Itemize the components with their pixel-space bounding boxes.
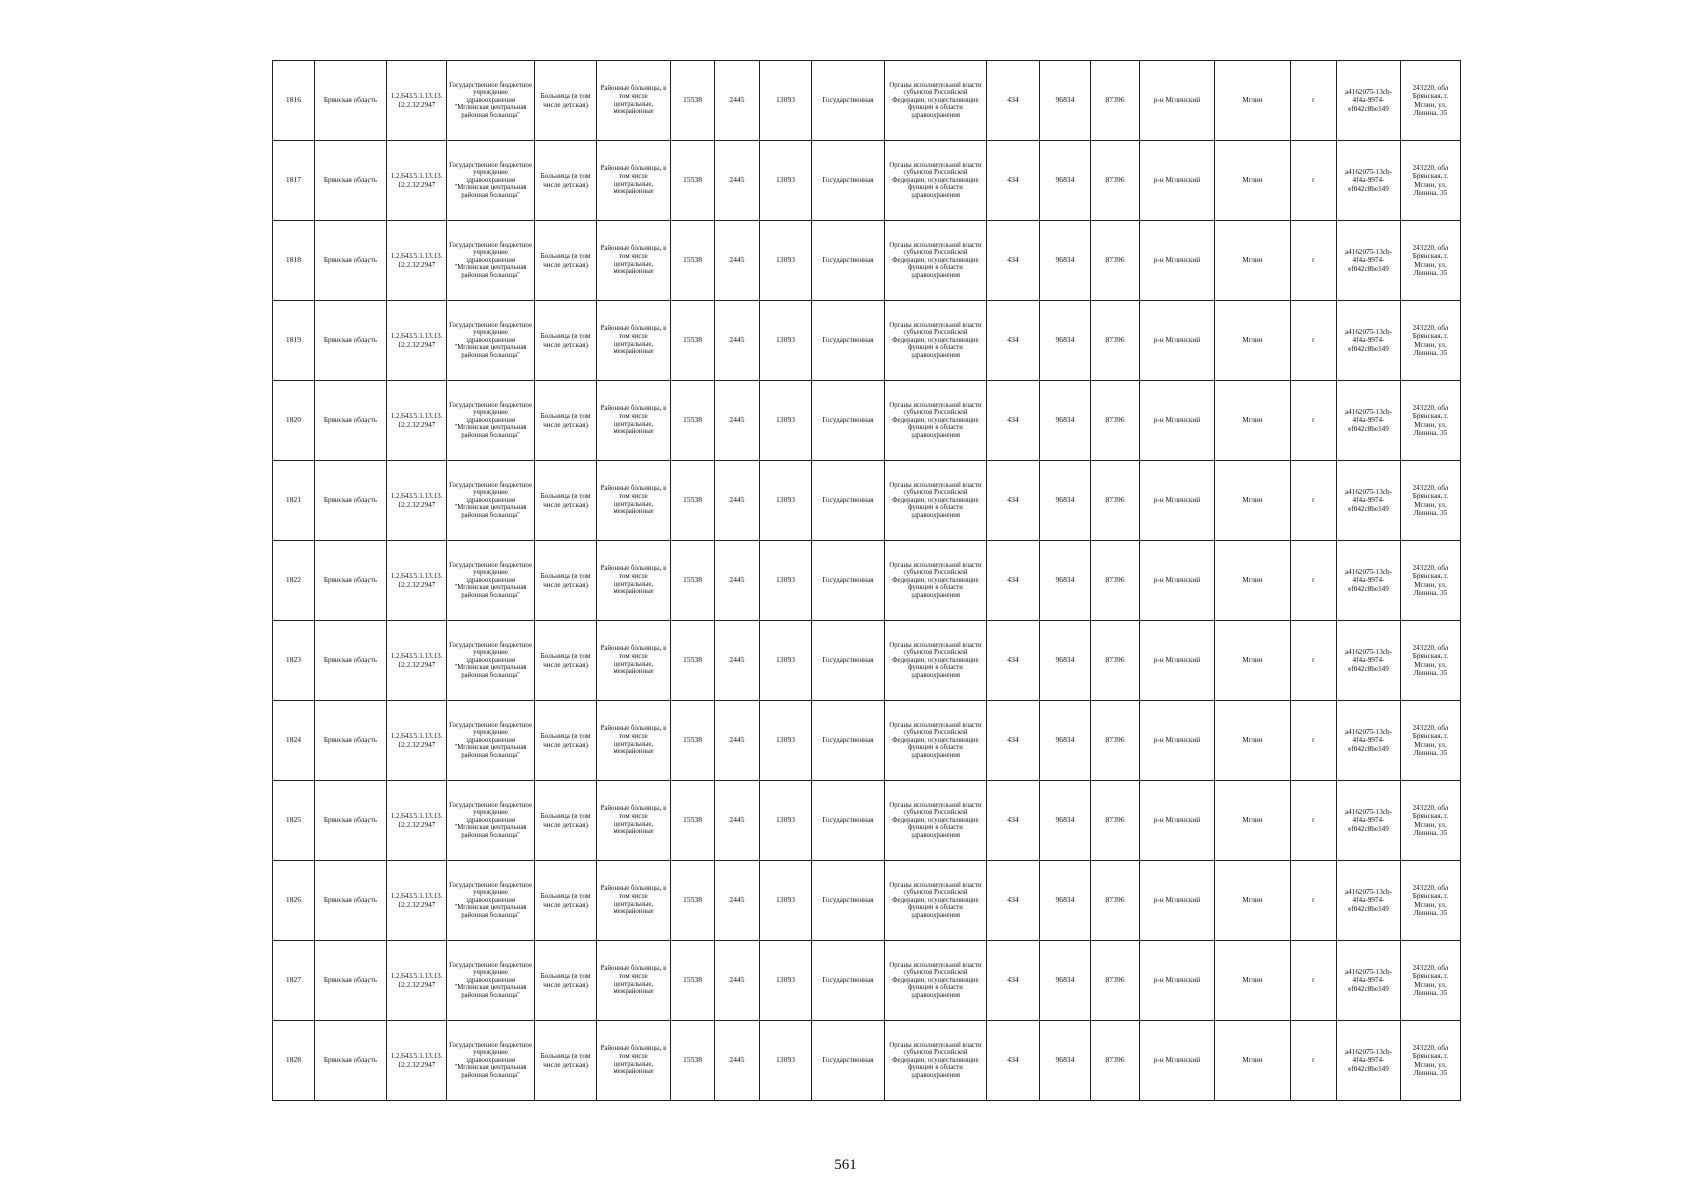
code-cell: 87396	[1091, 61, 1140, 141]
city-cell: Мглин	[1215, 861, 1291, 941]
facility-type-cell: Больница (в том числе детская)	[535, 1021, 597, 1101]
facility-subtype-cell: Районные больницы, в том числе центральные, межрайонные	[597, 621, 671, 701]
table-row	[273, 941, 1461, 1021]
ownership-cell: Государственная	[812, 141, 885, 221]
code-cell: 434	[987, 61, 1040, 141]
facility-type-cell: Больница (в том числе детская)	[535, 861, 597, 941]
district-cell: р-н Мглинский	[1140, 461, 1215, 541]
code-cell: 96834	[1040, 301, 1091, 381]
count-cell: 15538	[671, 141, 715, 221]
table-row	[273, 861, 1461, 941]
region-cell: Брянская область	[315, 141, 387, 221]
city-cell: Мглин	[1215, 381, 1291, 461]
row-number: 1823	[273, 621, 315, 701]
count-cell: 13093	[760, 941, 812, 1021]
oid-code-cell: 1.2.643.5.1.13.13.12.2.32.2947	[387, 781, 447, 861]
facility-type-cell: Больница (в том числе детская)	[535, 381, 597, 461]
count-cell: 15538	[671, 541, 715, 621]
guid-cell: a4162075-13cb-4f4a-9974-ef042c8be149	[1337, 141, 1401, 221]
district-cell: р-н Мглинский	[1140, 541, 1215, 621]
count-cell: 2445	[715, 381, 760, 461]
table-row	[273, 541, 1461, 621]
count-cell: 13093	[760, 301, 812, 381]
code-cell: 96834	[1040, 541, 1091, 621]
code-cell: 96834	[1040, 461, 1091, 541]
organization-name-cell: Государственное бюджетное учреждение здравоохранения "Мглинская центральная районная больница"	[447, 621, 535, 701]
district-cell: р-н Мглинский	[1140, 141, 1215, 221]
address-cell: 243220, обл Брянская, г. Мглин, ул. Ленина, 35	[1401, 781, 1461, 861]
code-cell: 96834	[1040, 941, 1091, 1021]
count-cell: 13093	[760, 781, 812, 861]
count-cell: 2445	[715, 781, 760, 861]
table-row	[273, 621, 1461, 701]
count-cell: 13093	[760, 461, 812, 541]
ownership-cell: Государственная	[812, 941, 885, 1021]
address-cell: 243220, обл Брянская, г. Мглин, ул. Ленина, 35	[1401, 621, 1461, 701]
guid-cell: a4162075-13cb-4f4a-9974-ef042c8be149	[1337, 541, 1401, 621]
row-number: 1825	[273, 781, 315, 861]
guid-cell: a4162075-13cb-4f4a-9974-ef042c8be149	[1337, 461, 1401, 541]
count-cell: 2445	[715, 941, 760, 1021]
code-cell: 87396	[1091, 621, 1140, 701]
organization-name-cell: Государственное бюджетное учреждение здравоохранения "Мглинская центральная районная больница"	[447, 861, 535, 941]
count-cell: 2445	[715, 861, 760, 941]
city-cell: Мглин	[1215, 541, 1291, 621]
registry-table-body	[273, 61, 1461, 1101]
address-cell: 243220, обл Брянская, г. Мглин, ул. Ленина, 35	[1401, 541, 1461, 621]
oid-code-cell: 1.2.643.5.1.13.13.12.2.32.2947	[387, 301, 447, 381]
facility-type-cell: Больница (в том числе детская)	[535, 61, 597, 141]
organization-name-cell: Государственное бюджетное учреждение здравоохранения "Мглинская центральная районная больница"	[447, 701, 535, 781]
guid-cell: a4162075-13cb-4f4a-9974-ef042c8be149	[1337, 941, 1401, 1021]
settlement-type-cell: г	[1291, 621, 1337, 701]
organization-name-cell: Государственное бюджетное учреждение здравоохранения "Мглинская центральная районная больница"	[447, 941, 535, 1021]
ownership-cell: Государственная	[812, 1021, 885, 1101]
district-cell: р-н Мглинский	[1140, 61, 1215, 141]
table-row	[273, 701, 1461, 781]
code-cell: 434	[987, 301, 1040, 381]
count-cell: 15538	[671, 781, 715, 861]
code-cell: 96834	[1040, 61, 1091, 141]
facility-type-cell: Больница (в том числе детская)	[535, 141, 597, 221]
code-cell: 96834	[1040, 221, 1091, 301]
region-cell: Брянская область	[315, 381, 387, 461]
facility-type-cell: Больница (в том числе детская)	[535, 701, 597, 781]
district-cell: р-н Мглинский	[1140, 221, 1215, 301]
code-cell: 96834	[1040, 1021, 1091, 1101]
organization-name-cell: Государственное бюджетное учреждение здравоохранения "Мглинская центральная районная больница"	[447, 541, 535, 621]
district-cell: р-н Мглинский	[1140, 381, 1215, 461]
district-cell: р-н Мглинский	[1140, 1021, 1215, 1101]
code-cell: 434	[987, 141, 1040, 221]
region-cell: Брянская область	[315, 61, 387, 141]
code-cell: 96834	[1040, 781, 1091, 861]
count-cell: 13093	[760, 221, 812, 301]
count-cell: 15538	[671, 301, 715, 381]
table-row	[273, 221, 1461, 301]
facility-type-cell: Больница (в том числе детская)	[535, 461, 597, 541]
oid-code-cell: 1.2.643.5.1.13.13.12.2.32.2947	[387, 541, 447, 621]
ownership-cell: Государственная	[812, 781, 885, 861]
table-row	[273, 141, 1461, 221]
organization-name-cell: Государственное бюджетное учреждение здравоохранения "Мглинская центральная районная больница"	[447, 1021, 535, 1101]
count-cell: 13093	[760, 861, 812, 941]
count-cell: 2445	[715, 61, 760, 141]
code-cell: 87396	[1091, 141, 1140, 221]
district-cell: р-н Мглинский	[1140, 941, 1215, 1021]
guid-cell: a4162075-13cb-4f4a-9974-ef042c8be149	[1337, 61, 1401, 141]
oid-code-cell: 1.2.643.5.1.13.13.12.2.32.2947	[387, 141, 447, 221]
city-cell: Мглин	[1215, 461, 1291, 541]
district-cell: р-н Мглинский	[1140, 621, 1215, 701]
organization-name-cell: Государственное бюджетное учреждение здравоохранения "Мглинская центральная районная больница"	[447, 301, 535, 381]
authority-cell: Органы исполнительной власти субъектов Российской Федерации, осуществляющие функции в области здравоохранения	[885, 141, 987, 221]
oid-code-cell: 1.2.643.5.1.13.13.12.2.32.2947	[387, 701, 447, 781]
count-cell: 2445	[715, 621, 760, 701]
region-cell: Брянская область	[315, 541, 387, 621]
facility-subtype-cell: Районные больницы, в том числе центральные, межрайонные	[597, 941, 671, 1021]
count-cell: 13093	[760, 541, 812, 621]
address-cell: 243220, обл Брянская, г. Мглин, ул. Ленина, 35	[1401, 461, 1461, 541]
organization-name-cell: Государственное бюджетное учреждение здравоохранения "Мглинская центральная районная больница"	[447, 61, 535, 141]
code-cell: 87396	[1091, 861, 1140, 941]
settlement-type-cell: г	[1291, 861, 1337, 941]
region-cell: Брянская область	[315, 461, 387, 541]
guid-cell: a4162075-13cb-4f4a-9974-ef042c8be149	[1337, 701, 1401, 781]
authority-cell: Органы исполнительной власти субъектов Российской Федерации, осуществляющие функции в области здравоохранения	[885, 621, 987, 701]
region-cell: Брянская область	[315, 941, 387, 1021]
authority-cell: Органы исполнительной власти субъектов Российской Федерации, осуществляющие функции в области здравоохранения	[885, 941, 987, 1021]
address-cell: 243220, обл Брянская, г. Мглин, ул. Ленина, 35	[1401, 221, 1461, 301]
row-number: 1824	[273, 701, 315, 781]
oid-code-cell: 1.2.643.5.1.13.13.12.2.32.2947	[387, 621, 447, 701]
table-row	[273, 61, 1461, 141]
facility-subtype-cell: Районные больницы, в том числе центральные, межрайонные	[597, 61, 671, 141]
address-cell: 243220, обл Брянская, г. Мглин, ул. Ленина, 35	[1401, 1021, 1461, 1101]
facility-subtype-cell: Районные больницы, в том числе центральные, межрайонные	[597, 1021, 671, 1101]
settlement-type-cell: г	[1291, 541, 1337, 621]
settlement-type-cell: г	[1291, 1021, 1337, 1101]
settlement-type-cell: г	[1291, 781, 1337, 861]
authority-cell: Органы исполнительной власти субъектов Российской Федерации, осуществляющие функции в области здравоохранения	[885, 861, 987, 941]
authority-cell: Органы исполнительной власти субъектов Российской Федерации, осуществляющие функции в области здравоохранения	[885, 381, 987, 461]
region-cell: Брянская область	[315, 1021, 387, 1101]
code-cell: 96834	[1040, 141, 1091, 221]
table-row	[273, 301, 1461, 381]
authority-cell: Органы исполнительной власти субъектов Российской Федерации, осуществляющие функции в области здравоохранения	[885, 61, 987, 141]
city-cell: Мглин	[1215, 781, 1291, 861]
region-cell: Брянская область	[315, 301, 387, 381]
facility-subtype-cell: Районные больницы, в том числе центральные, межрайонные	[597, 301, 671, 381]
count-cell: 2445	[715, 541, 760, 621]
address-cell: 243220, обл Брянская, г. Мглин, ул. Ленина, 35	[1401, 861, 1461, 941]
ownership-cell: Государственная	[812, 621, 885, 701]
count-cell: 15538	[671, 941, 715, 1021]
region-cell: Брянская область	[315, 621, 387, 701]
code-cell: 87396	[1091, 541, 1140, 621]
oid-code-cell: 1.2.643.5.1.13.13.12.2.32.2947	[387, 221, 447, 301]
authority-cell: Органы исполнительной власти субъектов Российской Федерации, осуществляющие функции в области здравоохранения	[885, 1021, 987, 1101]
city-cell: Мглин	[1215, 1021, 1291, 1101]
ownership-cell: Государственная	[812, 381, 885, 461]
guid-cell: a4162075-13cb-4f4a-9974-ef042c8be149	[1337, 301, 1401, 381]
organization-name-cell: Государственное бюджетное учреждение здравоохранения "Мглинская центральная районная больница"	[447, 141, 535, 221]
row-number: 1821	[273, 461, 315, 541]
authority-cell: Органы исполнительной власти субъектов Российской Федерации, осуществляющие функции в области здравоохранения	[885, 221, 987, 301]
guid-cell: a4162075-13cb-4f4a-9974-ef042c8be149	[1337, 381, 1401, 461]
region-cell: Брянская область	[315, 781, 387, 861]
row-number: 1828	[273, 1021, 315, 1101]
facility-type-cell: Больница (в том числе детская)	[535, 541, 597, 621]
facility-type-cell: Больница (в том числе детская)	[535, 781, 597, 861]
address-cell: 243220, обл Брянская, г. Мглин, ул. Ленина, 35	[1401, 381, 1461, 461]
city-cell: Мглин	[1215, 141, 1291, 221]
count-cell: 15538	[671, 221, 715, 301]
settlement-type-cell: г	[1291, 61, 1337, 141]
row-number: 1826	[273, 861, 315, 941]
facility-subtype-cell: Районные больницы, в том числе центральные, межрайонные	[597, 541, 671, 621]
row-number: 1827	[273, 941, 315, 1021]
organization-name-cell: Государственное бюджетное учреждение здравоохранения "Мглинская центральная районная больница"	[447, 461, 535, 541]
count-cell: 2445	[715, 461, 760, 541]
city-cell: Мглин	[1215, 941, 1291, 1021]
oid-code-cell: 1.2.643.5.1.13.13.12.2.32.2947	[387, 941, 447, 1021]
code-cell: 434	[987, 381, 1040, 461]
district-cell: р-н Мглинский	[1140, 701, 1215, 781]
authority-cell: Органы исполнительной власти субъектов Российской Федерации, осуществляющие функции в области здравоохранения	[885, 541, 987, 621]
city-cell: Мглин	[1215, 621, 1291, 701]
code-cell: 96834	[1040, 861, 1091, 941]
facility-subtype-cell: Районные больницы, в том числе центральные, межрайонные	[597, 381, 671, 461]
district-cell: р-н Мглинский	[1140, 301, 1215, 381]
count-cell: 13093	[760, 141, 812, 221]
facility-subtype-cell: Районные больницы, в том числе центральные, межрайонные	[597, 221, 671, 301]
count-cell: 15538	[671, 1021, 715, 1101]
guid-cell: a4162075-13cb-4f4a-9974-ef042c8be149	[1337, 1021, 1401, 1101]
code-cell: 434	[987, 701, 1040, 781]
guid-cell: a4162075-13cb-4f4a-9974-ef042c8be149	[1337, 781, 1401, 861]
count-cell: 15538	[671, 61, 715, 141]
ownership-cell: Государственная	[812, 701, 885, 781]
row-number: 1819	[273, 301, 315, 381]
facility-type-cell: Больница (в том числе детская)	[535, 301, 597, 381]
code-cell: 434	[987, 621, 1040, 701]
code-cell: 96834	[1040, 621, 1091, 701]
ownership-cell: Государственная	[812, 461, 885, 541]
settlement-type-cell: г	[1291, 301, 1337, 381]
oid-code-cell: 1.2.643.5.1.13.13.12.2.32.2947	[387, 861, 447, 941]
oid-code-cell: 1.2.643.5.1.13.13.12.2.32.2947	[387, 381, 447, 461]
guid-cell: a4162075-13cb-4f4a-9974-ef042c8be149	[1337, 861, 1401, 941]
address-cell: 243220, обл Брянская, г. Мглин, ул. Ленина, 35	[1401, 141, 1461, 221]
count-cell: 2445	[715, 701, 760, 781]
ownership-cell: Государственная	[812, 61, 885, 141]
district-cell: р-н Мглинский	[1140, 781, 1215, 861]
oid-code-cell: 1.2.643.5.1.13.13.12.2.32.2947	[387, 61, 447, 141]
ownership-cell: Государственная	[812, 221, 885, 301]
ownership-cell: Государственная	[812, 541, 885, 621]
code-cell: 87396	[1091, 381, 1140, 461]
count-cell: 13093	[760, 701, 812, 781]
guid-cell: a4162075-13cb-4f4a-9974-ef042c8be149	[1337, 221, 1401, 301]
authority-cell: Органы исполнительной власти субъектов Российской Федерации, осуществляющие функции в области здравоохранения	[885, 301, 987, 381]
table-row	[273, 461, 1461, 541]
organization-name-cell: Государственное бюджетное учреждение здравоохранения "Мглинская центральная районная больница"	[447, 381, 535, 461]
table-row	[273, 781, 1461, 861]
code-cell: 434	[987, 941, 1040, 1021]
facility-type-cell: Больница (в том числе детская)	[535, 941, 597, 1021]
address-cell: 243220, обл Брянская, г. Мглин, ул. Ленина, 35	[1401, 701, 1461, 781]
code-cell: 87396	[1091, 701, 1140, 781]
registry-table	[272, 60, 1461, 1101]
code-cell: 87396	[1091, 301, 1140, 381]
table-row	[273, 381, 1461, 461]
authority-cell: Органы исполнительной власти субъектов Российской Федерации, осуществляющие функции в области здравоохранения	[885, 701, 987, 781]
settlement-type-cell: г	[1291, 221, 1337, 301]
row-number: 1818	[273, 221, 315, 301]
facility-subtype-cell: Районные больницы, в том числе центральные, межрайонные	[597, 461, 671, 541]
code-cell: 87396	[1091, 781, 1140, 861]
code-cell: 434	[987, 861, 1040, 941]
organization-name-cell: Государственное бюджетное учреждение здравоохранения "Мглинская центральная районная больница"	[447, 221, 535, 301]
row-number: 1822	[273, 541, 315, 621]
code-cell: 87396	[1091, 221, 1140, 301]
facility-subtype-cell: Районные больницы, в том числе центральные, межрайонные	[597, 781, 671, 861]
oid-code-cell: 1.2.643.5.1.13.13.12.2.32.2947	[387, 1021, 447, 1101]
guid-cell: a4162075-13cb-4f4a-9974-ef042c8be149	[1337, 621, 1401, 701]
code-cell: 434	[987, 781, 1040, 861]
count-cell: 15538	[671, 461, 715, 541]
facility-type-cell: Больница (в том числе детская)	[535, 621, 597, 701]
facility-subtype-cell: Районные больницы, в том числе центральные, межрайонные	[597, 701, 671, 781]
code-cell: 87396	[1091, 461, 1140, 541]
oid-code-cell: 1.2.643.5.1.13.13.12.2.32.2947	[387, 461, 447, 541]
ownership-cell: Государственная	[812, 301, 885, 381]
facility-type-cell: Больница (в том числе детская)	[535, 221, 597, 301]
address-cell: 243220, обл Брянская, г. Мглин, ул. Ленина, 35	[1401, 941, 1461, 1021]
settlement-type-cell: г	[1291, 141, 1337, 221]
count-cell: 15538	[671, 621, 715, 701]
code-cell: 434	[987, 1021, 1040, 1101]
count-cell: 15538	[671, 701, 715, 781]
region-cell: Брянская область	[315, 701, 387, 781]
count-cell: 15538	[671, 861, 715, 941]
authority-cell: Органы исполнительной власти субъектов Российской Федерации, осуществляющие функции в области здравоохранения	[885, 461, 987, 541]
district-cell: р-н Мглинский	[1140, 861, 1215, 941]
count-cell: 2445	[715, 221, 760, 301]
settlement-type-cell: г	[1291, 461, 1337, 541]
row-number: 1816	[273, 61, 315, 141]
city-cell: Мглин	[1215, 221, 1291, 301]
count-cell: 13093	[760, 61, 812, 141]
code-cell: 96834	[1040, 381, 1091, 461]
count-cell: 2445	[715, 141, 760, 221]
city-cell: Мглин	[1215, 61, 1291, 141]
code-cell: 87396	[1091, 941, 1140, 1021]
city-cell: Мглин	[1215, 301, 1291, 381]
code-cell: 434	[987, 221, 1040, 301]
authority-cell: Органы исполнительной власти субъектов Российской Федерации, осуществляющие функции в области здравоохранения	[885, 781, 987, 861]
page-number: 561	[834, 1157, 857, 1173]
count-cell: 2445	[715, 301, 760, 381]
settlement-type-cell: г	[1291, 701, 1337, 781]
row-number: 1820	[273, 381, 315, 461]
settlement-type-cell: г	[1291, 381, 1337, 461]
row-number: 1817	[273, 141, 315, 221]
count-cell: 13093	[760, 621, 812, 701]
code-cell: 87396	[1091, 1021, 1140, 1101]
city-cell: Мглин	[1215, 701, 1291, 781]
facility-subtype-cell: Районные больницы, в том числе центральные, межрайонные	[597, 141, 671, 221]
organization-name-cell: Государственное бюджетное учреждение здравоохранения "Мглинская центральная районная больница"	[447, 781, 535, 861]
code-cell: 434	[987, 461, 1040, 541]
region-cell: Брянская область	[315, 221, 387, 301]
table-row	[273, 1021, 1461, 1101]
code-cell: 434	[987, 541, 1040, 621]
count-cell: 15538	[671, 381, 715, 461]
count-cell: 13093	[760, 381, 812, 461]
settlement-type-cell: г	[1291, 941, 1337, 1021]
code-cell: 96834	[1040, 701, 1091, 781]
count-cell: 2445	[715, 1021, 760, 1101]
count-cell: 13093	[760, 1021, 812, 1101]
region-cell: Брянская область	[315, 861, 387, 941]
ownership-cell: Государственная	[812, 861, 885, 941]
address-cell: 243220, обл Брянская, г. Мглин, ул. Ленина, 35	[1401, 61, 1461, 141]
address-cell: 243220, обл Брянская, г. Мглин, ул. Ленина, 35	[1401, 301, 1461, 381]
facility-subtype-cell: Районные больницы, в том числе центральные, межрайонные	[597, 861, 671, 941]
